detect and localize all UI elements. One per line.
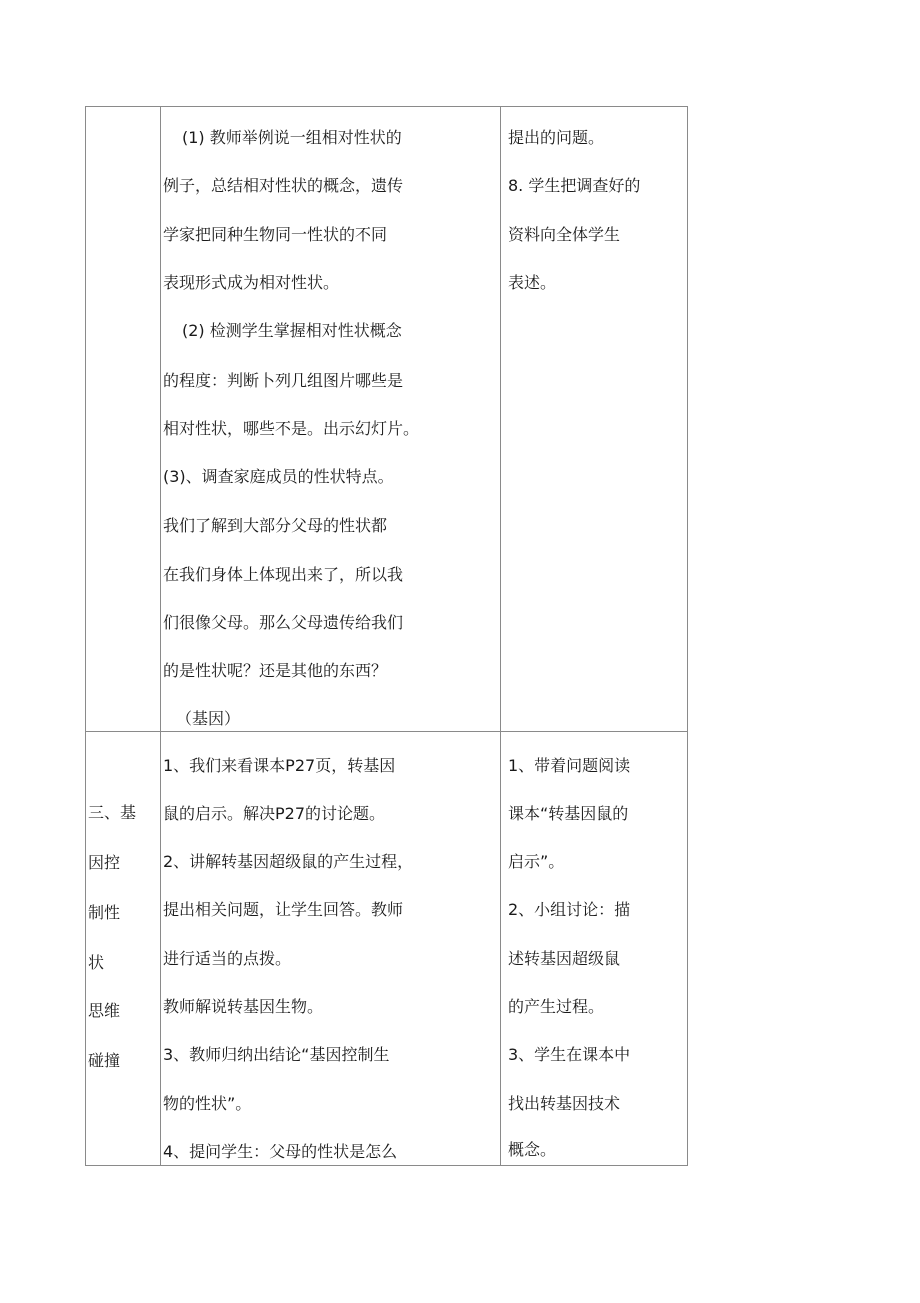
table-column-divider-2 [500, 106, 501, 1166]
row2-teacher-line: 物的性状”。 [163, 1094, 252, 1113]
row1-teacher-line: 的是性状呢？还是其他的东西？ [163, 661, 388, 680]
row1-student-line: 提出的问题。 [508, 128, 605, 147]
row2-teacher-line: 进行适当的点拨。 [163, 949, 292, 968]
table-border-bottom [85, 1165, 688, 1166]
row2-student-line: 的产生过程。 [508, 997, 605, 1016]
row1-teacher-line: (2) 检测学生掌握相对性状概念 [182, 321, 402, 340]
row2-stage-line: 三、基 [88, 803, 137, 822]
row2-teacher-line: 1、我们来看课本P27页，转基因 [163, 756, 396, 775]
table-border-top [85, 106, 688, 107]
row2-stage-line: 因控 [88, 853, 121, 872]
row2-student-line: 3、学生在课本中 [508, 1045, 631, 1064]
table-border-right [687, 106, 688, 1166]
row2-teacher-line: 鼠的启示。解决P27的讨论题。 [163, 804, 386, 823]
row1-teacher-line: 相对性状，哪些不是。出示幻灯片。 [163, 419, 420, 438]
row1-teacher-line: 的程度：判断卜列几组图片哪些是 [163, 371, 404, 390]
row2-stage-line: 状 [88, 953, 105, 972]
row1-teacher-line: (3)、调查家庭成员的性状特点。 [163, 467, 394, 486]
row2-student-line: 启示”。 [508, 852, 565, 871]
row1-teacher-line: (1) 教师举例说一组相对性状的 [182, 128, 402, 147]
row1-student-line: 资料向全体学生 [508, 225, 621, 244]
row2-stage-line: 碰撞 [88, 1051, 121, 1070]
row2-student-line: 1、带着问题阅读 [508, 756, 631, 775]
row2-student-line: 概念。 [508, 1140, 557, 1159]
row1-teacher-line: 我们了解到大部分父母的性状都 [163, 516, 388, 535]
row1-student-line: 8. 学生把调查好的 [508, 176, 641, 195]
row1-teacher-line: 表现形式成为相对性状。 [163, 273, 340, 292]
table-row-divider [85, 731, 688, 732]
row1-teacher-line: 学家把同种生物同一性状的不同 [163, 225, 388, 244]
row1-teacher-line: 例子，总结相对性状的概念，遗传 [163, 176, 404, 195]
row2-stage-line: 思维 [88, 1001, 121, 1020]
row1-student-line: 表述。 [508, 273, 557, 292]
row2-stage-line: 制性 [88, 903, 121, 922]
row2-teacher-line: 提出相关问题，让学生回答。教师 [163, 900, 404, 919]
table-column-divider-1 [160, 106, 161, 1166]
row1-teacher-line: （基因） [176, 709, 241, 728]
row2-student-line: 找出转基因技术 [508, 1094, 621, 1113]
row1-teacher-line: 在我们身体上体现出来了，所以我 [163, 565, 404, 584]
row2-teacher-line: 3、教师归纳出结论“基因控制生 [163, 1045, 390, 1064]
row1-teacher-line: 们很像父母。那么父母遗传给我们 [163, 613, 404, 632]
row2-teacher-line: 教师解说转基因生物。 [163, 997, 324, 1016]
row2-student-line: 课本“转基因鼠的 [508, 804, 629, 823]
row2-teacher-line: 4、提问学生：父母的性状是怎么 [163, 1142, 398, 1161]
table-border-left [85, 106, 86, 1166]
row2-student-line: 2、小组讨论：描 [508, 900, 631, 919]
row2-teacher-line: 2、讲解转基因超级鼠的产生过程， [163, 852, 414, 871]
row2-student-line: 述转基因超级鼠 [508, 949, 621, 968]
